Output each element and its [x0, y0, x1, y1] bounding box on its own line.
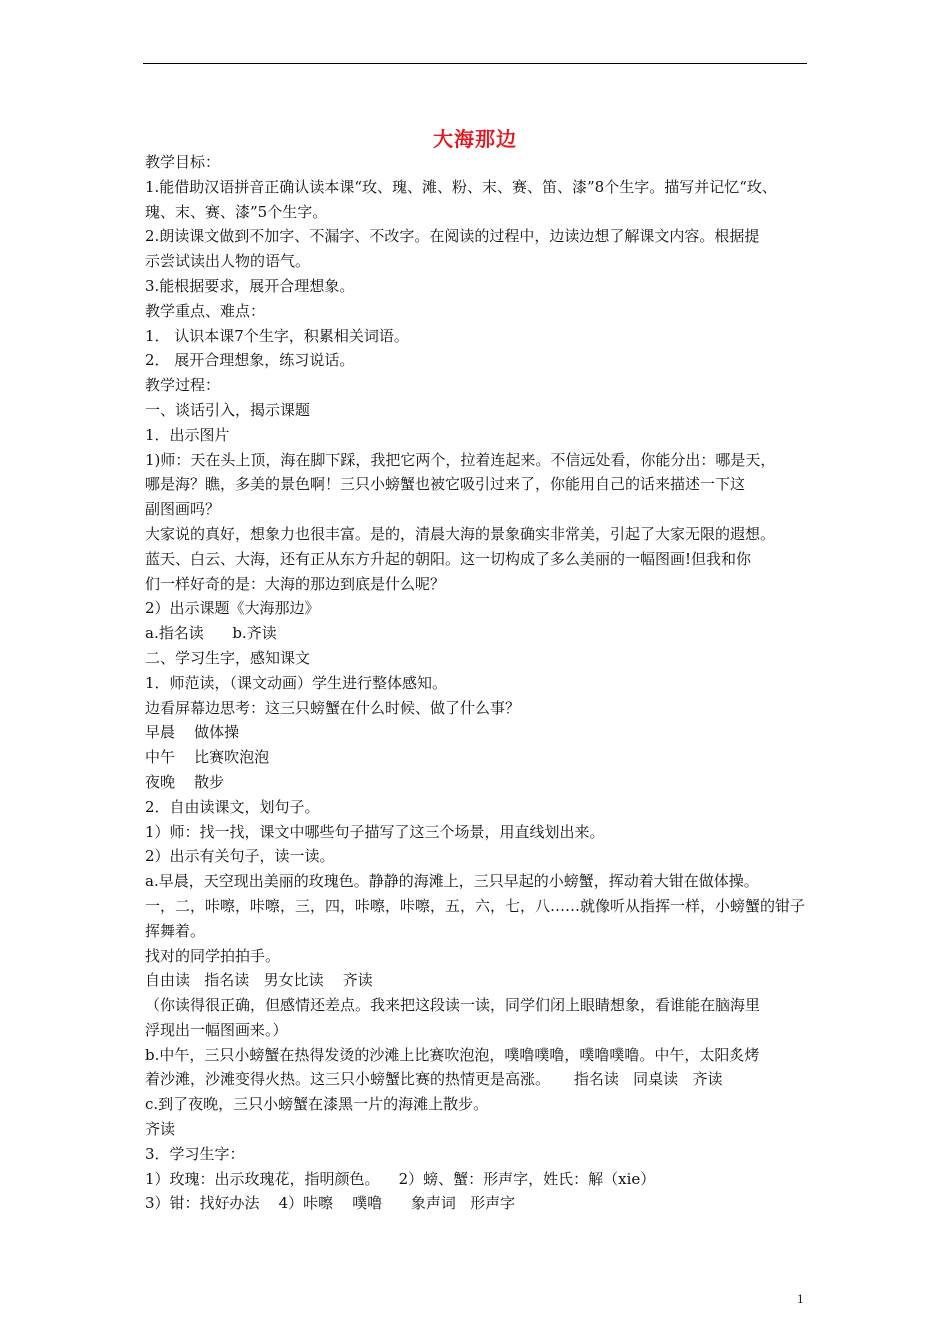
text-line: a.指名读 b.齐读	[145, 624, 277, 643]
text-line: 教学过程：	[145, 376, 221, 395]
header-rule	[143, 63, 807, 64]
text-line: 1）师：找一找，课文中哪些句子描写了这三个场景，用直线划出来。	[145, 822, 605, 841]
document-body	[145, 150, 813, 1216]
text-line: 找对的同学拍拍手。	[145, 946, 281, 965]
text-line: 1． 认识本课7个生字，积累相关词语。	[145, 326, 409, 345]
text-line: 齐读	[145, 1120, 176, 1139]
text-line: 2．自由读课文，划句子。	[145, 797, 320, 816]
text-line: 3）钳：找好办法 4）咔嚓 噗噜 象声词 形声字	[145, 1194, 516, 1213]
text-line: 教学目标：	[145, 153, 221, 171]
text-line: 1．师范读，（课文动画）学生进行整体感知。	[145, 673, 448, 692]
text-line: 哪是海？瞧，多美的景色啊！三只小螃蟹也被它吸引过来了，你能用自己的话来描述一下这	[145, 475, 746, 494]
document-title: 大海那边	[433, 127, 517, 151]
text-line: 1)师：天在头上顶，海在脚下踩，我把它两个，拉着连起来。不信远处看，你能分出：哪是天，	[145, 450, 776, 469]
text-line: 一、谈话引入，揭示课题	[145, 400, 311, 419]
text-line: 教学重点、难点：	[145, 301, 266, 320]
text-line: c.到了夜晚，三只小螃蟹在漆黑一片的海滩上散步。	[145, 1095, 489, 1114]
text-line: 示尝试读出人物的语气。	[145, 252, 311, 271]
text-line: 浮现出一幅图画来。）	[145, 1020, 288, 1039]
text-line: 自由读 指名读 男女比读 齐读	[145, 971, 373, 990]
text-line: 们一样好奇的是：大海的那边到底是什么呢？	[145, 574, 446, 593]
page-number: 1	[797, 1291, 804, 1306]
text-line: 一，二，咔嚓，咔嚓，三，四，咔嚓，咔嚓，五，六，七，八……就像听从指挥一样，小螃蟹的钳子	[145, 896, 806, 915]
text-line: 1.能借助汉语拼音正确认读本课“玫、瑰、滩、粉、末、赛、笛、漆”8个生字。描写并记忆“玫、	[145, 177, 777, 196]
text-line: 着沙滩，沙滩变得火热。这三只小螃蟹比赛的热情更是高涨。 指名读 同桌读 齐读	[145, 1070, 723, 1089]
text-line: 蓝天、白云、大海，还有正从东方升起的朝阳。这一切构成了多么美丽的一幅图画!但我和你	[145, 549, 752, 568]
text-line: 3.能根据要求，展开合理想象。	[145, 276, 355, 295]
text-line: 挥舞着。	[145, 921, 206, 940]
text-line: 3．学习生字：	[145, 1144, 245, 1163]
text-line: b.中午，三只小螃蟹在热得发烫的沙滩上比赛吹泡泡，噗噜噗噜，噗噜噗噜。中午，太阳炙烤	[145, 1045, 760, 1064]
text-line: 2.朗读课文做到不加字、不漏字、不改字。在阅读的过程中，边读边想了解课文内容。根据提	[145, 227, 760, 246]
text-line: a.早晨，天空现出美丽的玫瑰色。静静的海滩上，三只早起的小螃蟹，挥动着大钳在做体操。	[145, 872, 759, 891]
text-line: 瑰、末、赛、漆”5个生字。	[145, 202, 328, 221]
text-line: 边看屏幕边思考：这三只螃蟹在什么时候、做了什么事？	[145, 698, 521, 717]
text-line: 早晨 做体操	[145, 723, 240, 742]
text-line: （你读得很正确，但感情还差点。我来把这段读一读，同学们闭上眼睛想象，看谁能在脑海里	[145, 996, 761, 1015]
text-line: 2． 展开合理想象，练习说话。	[145, 351, 355, 370]
text-line: 夜晚 散步	[145, 772, 225, 791]
text-line: 1．出示图片	[145, 425, 230, 444]
text-line: 大家说的真好，想象力也很丰富。是的，清晨大海的景象确实非常美，引起了大家无限的遐想。	[145, 524, 776, 543]
text-line: 2）出示有关句子，读一读。	[145, 847, 335, 866]
text-line: 2）出示课题《大海那边》	[145, 599, 320, 618]
text-line: 二、学习生字，感知课文	[145, 648, 311, 667]
text-line: 中午 比赛吹泡泡	[145, 748, 270, 767]
text-line: 副图画吗？	[145, 500, 221, 519]
text-line: 1）玫瑰：出示玫瑰花，指明颜色。 2）螃、蟹：形声字，姓氏：解（xie）	[145, 1169, 656, 1188]
